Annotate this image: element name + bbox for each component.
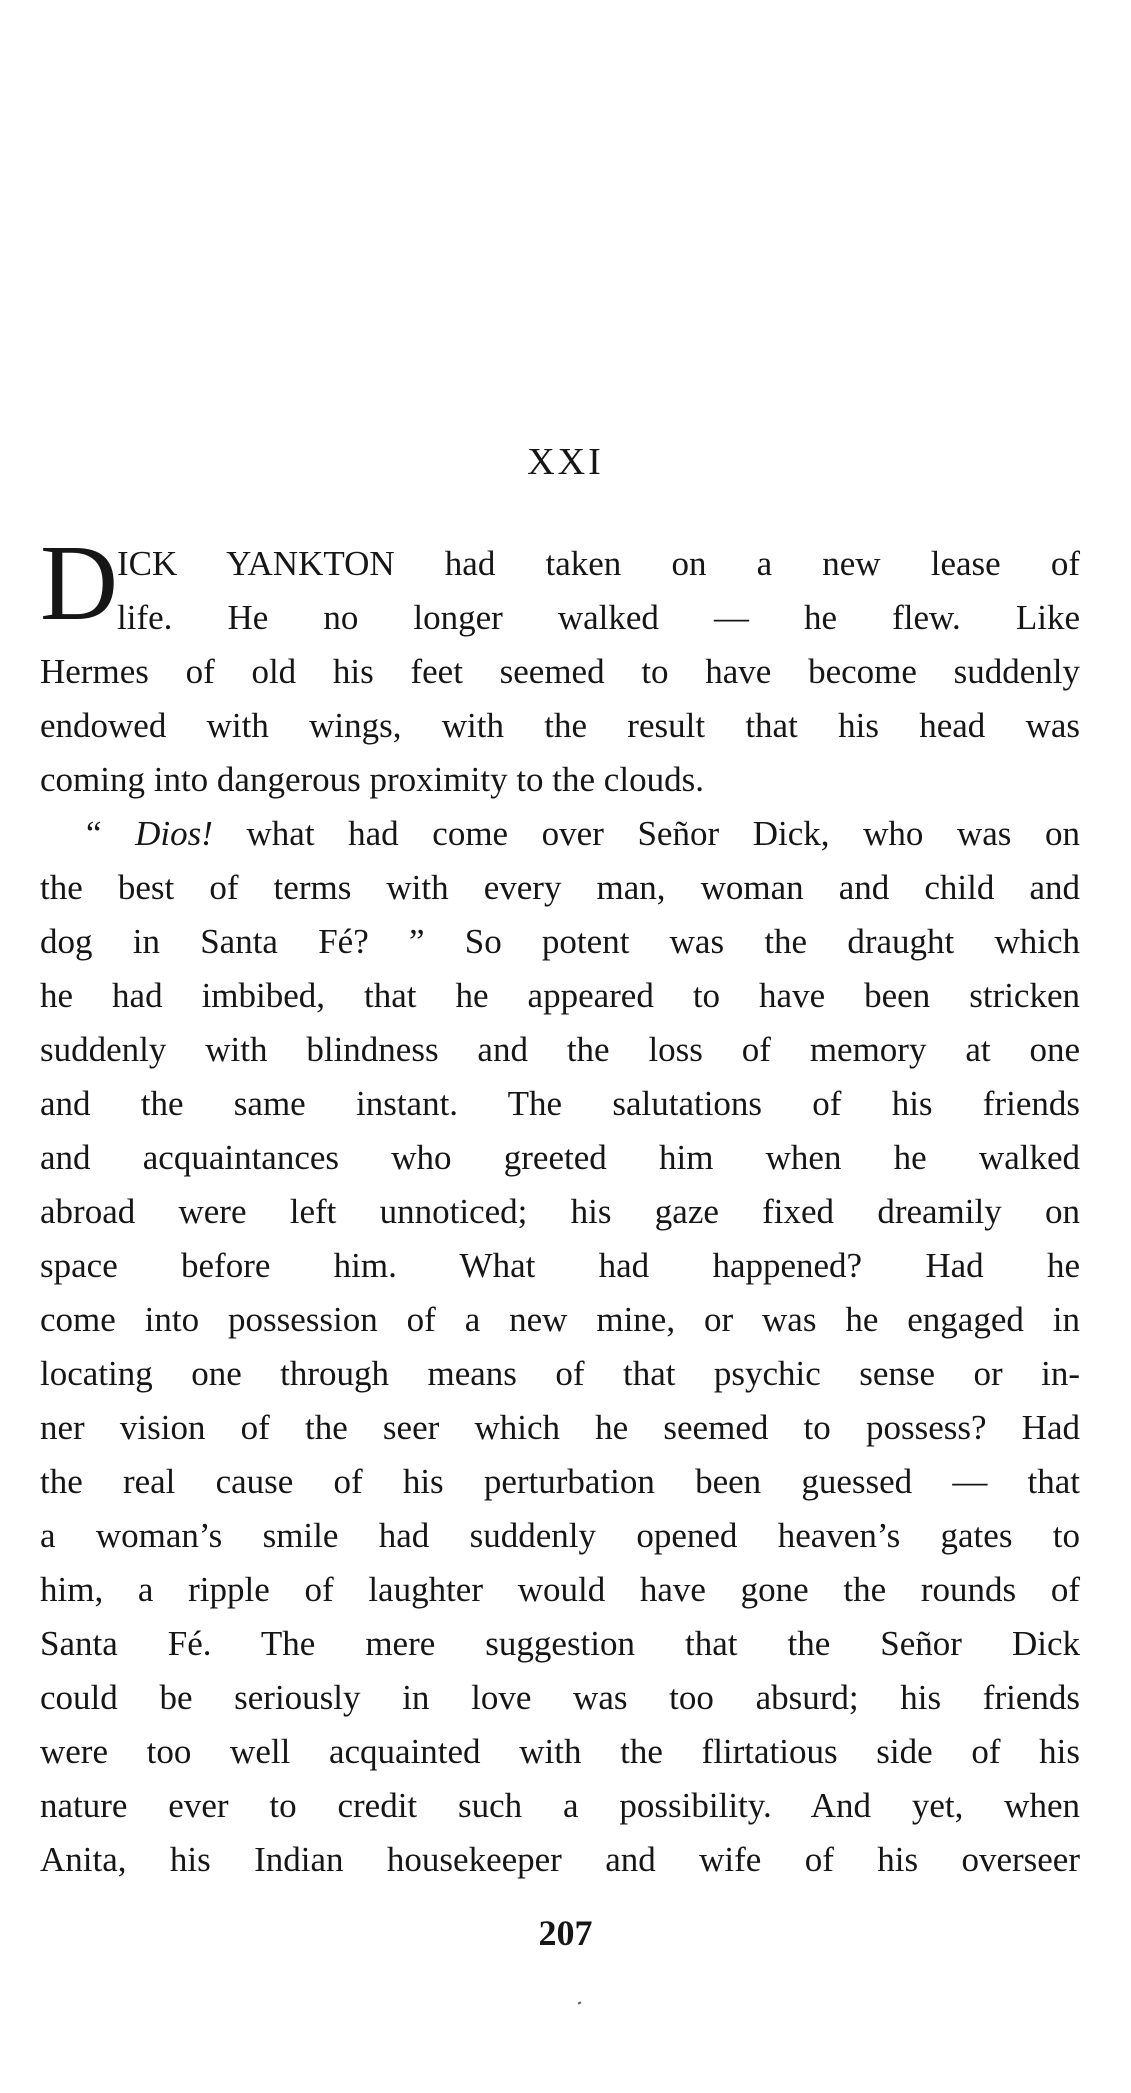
text-line: ICK YANKTON had taken on a new lease of (117, 544, 1080, 583)
text-line: could be seriously in love was too absurd; his friends (40, 1678, 1080, 1717)
text-line: come into possession of a new mine, or was he engaged in (40, 1300, 1080, 1339)
text-line: space before him. What had happened? Had he (40, 1246, 1080, 1285)
text-line: and the same instant. The salutations of his friends (40, 1084, 1080, 1123)
text-line: abroad were left unnoticed; his gaze fixed dreamily on (40, 1192, 1080, 1231)
text-line: endowed with wings, with the result that his head was (40, 706, 1080, 745)
text-fragment: what had come over Señor Dick, who was on (212, 814, 1080, 853)
body-text (40, 537, 1080, 1887)
text-line: locating one through means of that psychic sense or in- (40, 1354, 1080, 1393)
text-line: the best of terms with every man, woman and child and (40, 868, 1080, 907)
italic-word: Dios! (135, 814, 213, 853)
text-line: the real cause of his perturbation been guessed — that (40, 1462, 1080, 1501)
text-line: nature ever to credit such a possibility. And yet, when (40, 1786, 1080, 1825)
text-line: Hermes of old his feet seemed to have become suddenly (40, 652, 1080, 691)
page-number: 207 (538, 1913, 593, 1953)
text-line: a woman’s smile had suddenly opened heaven’s gates to (40, 1516, 1080, 1555)
text-line: dog in Santa Fé? ” So potent was the draught which (40, 922, 1080, 961)
text-line (40, 807, 1080, 861)
drop-cap: D (40, 524, 118, 643)
text-line: Santa Fé. The mere suggestion that the Señor Dick (40, 1624, 1080, 1663)
text-line: ner vision of the seer which he seemed to possess? Had (40, 1408, 1080, 1447)
text-line: suddenly with blindness and the loss of memory at one (40, 1030, 1080, 1069)
text-line: coming into dangerous proximity to the clouds. (40, 760, 704, 799)
text-line: Anita, his Indian housekeeper and wife of his overseer (40, 1840, 1080, 1879)
open-quote: “ (86, 814, 136, 853)
text-line: him, a ripple of laughter would have gone the rounds of (40, 1570, 1080, 1609)
scan-speck (578, 2001, 582, 2004)
text-line: life. He no longer walked — he flew. Like (117, 598, 1080, 637)
chapter-heading: XXI (527, 441, 604, 483)
text-line: he had imbibed, that he appeared to have been stricken (40, 976, 1080, 1015)
text-line: and acquaintances who greeted him when he walked (40, 1138, 1080, 1177)
text-line: were too well acquainted with the flirtatious side of his (40, 1732, 1080, 1771)
